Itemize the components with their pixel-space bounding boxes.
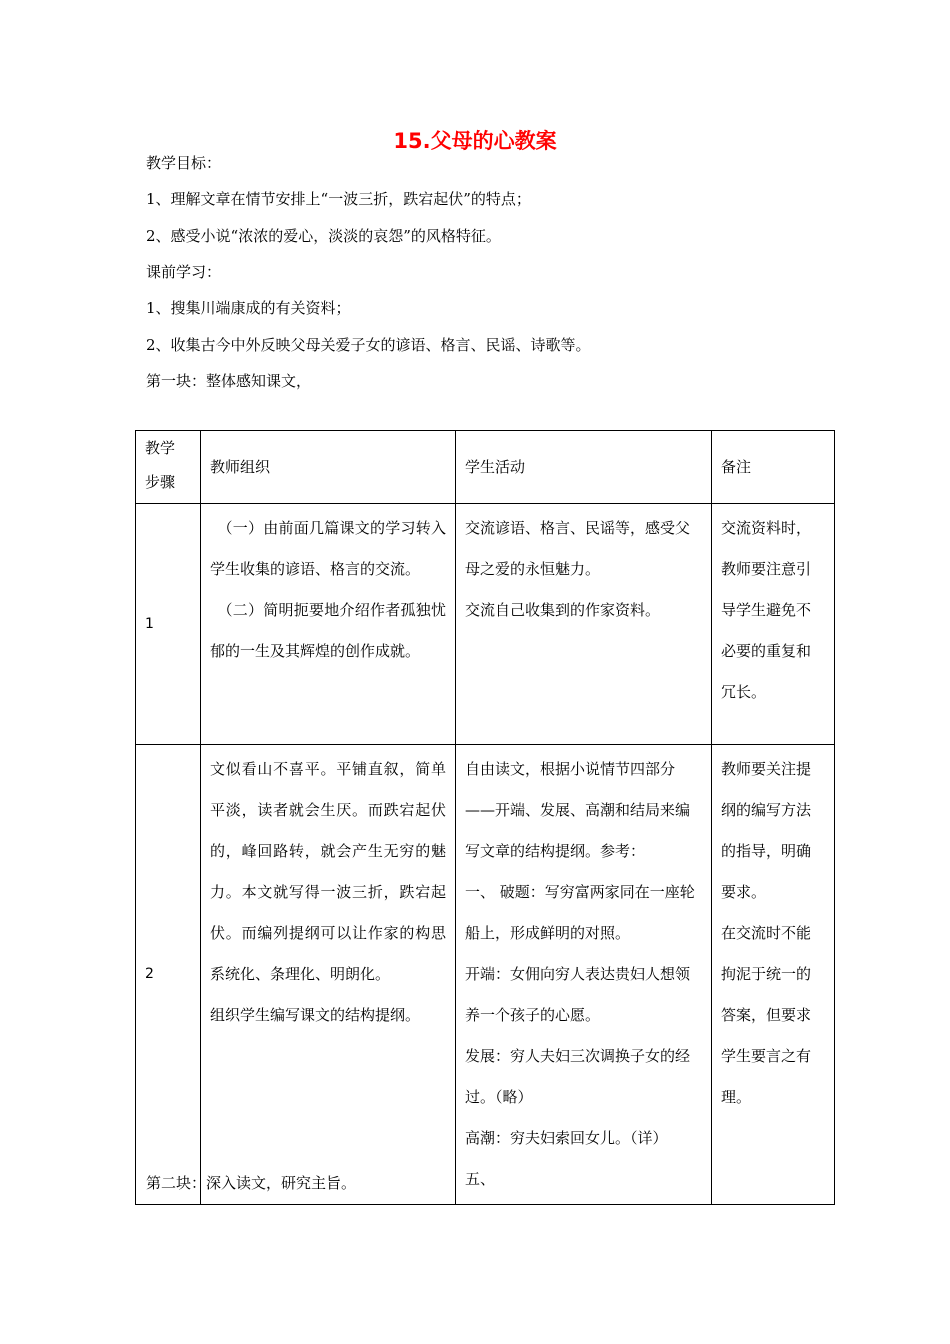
table-row: [136, 745, 835, 1205]
prep-item: 1、搜集川端康成的有关资料；: [146, 299, 351, 317]
student-cell: [456, 745, 712, 1205]
table-row: [136, 504, 835, 745]
note-cell: [712, 745, 835, 1205]
block-one-heading: 第一块：整体感知课文，: [146, 372, 312, 390]
header-teacher: 教师组织: [201, 431, 456, 504]
teacher-paragraph: 组织学生编写课文的结构提纲。: [210, 1006, 421, 1024]
teacher-cell: [201, 504, 456, 745]
prep-heading: 课前学习：: [146, 263, 222, 281]
step-number: 2: [136, 745, 201, 1205]
header-step-line: 教学: [145, 439, 176, 457]
goals-heading: 教学目标：: [146, 154, 222, 172]
header-note: 备注: [712, 431, 835, 504]
note-paragraph: 在交流时不能拘泥于统一的答案，但要求学生要言之有理。: [721, 924, 812, 1106]
note-paragraph: 教师要关注提纲的编写方法的指导，明确要求。: [721, 760, 812, 901]
table-header-row: [136, 431, 835, 504]
teacher-paragraph: （一）由前面几篇课文的学习转入学生收集的谚语、格言的交流。: [210, 519, 446, 578]
lesson-table: [135, 430, 835, 1205]
goal-item: 2、感受小说“浓浓的爱心，淡淡的哀怨”的风格特征。: [146, 227, 501, 245]
block-two-heading: 第二块：深入读文，研究主旨。: [146, 1174, 357, 1192]
student-paragraph: 开端：女佣向穷人表达贵妇人想领养一个孩子的心愿。: [465, 965, 691, 1024]
goal-item: 1、理解文章在情节安排上“一波三折，跌宕起伏”的特点；: [146, 190, 531, 208]
student-paragraph: 交流谚语、格言、民谣等，感受父母之爱的永恒魅力。: [465, 519, 691, 578]
note-cell: [712, 504, 835, 745]
teacher-paragraph: 文似看山不喜平。平铺直叙，简单平淡，读者就会生厌。而跌宕起伏的，峰回路转，就会产生无穷的魅力。本文就写得一波三折，跌宕起伏。而编列提纲可以让作家的构思系统化、条理化、明朗化。: [210, 760, 446, 983]
teacher-paragraph: （二）简明扼要地介绍作者孤独忧郁的一生及其辉煌的创作成就。: [210, 601, 446, 660]
student-paragraph: 高潮：穷夫妇索回女儿。（详）: [465, 1129, 668, 1147]
note-paragraph: 交流资料时，教师要注意引导学生避免不必要的重复和冗长。: [721, 519, 812, 701]
header-step: [136, 431, 201, 504]
student-paragraph: 交流自己收集到的作家资料。: [465, 601, 661, 619]
student-paragraph: 一、 破题：写穷富两家同在一座轮船上，形成鲜明的对照。: [465, 883, 695, 942]
prep-item: 2、收集古今中外反映父母关爱子女的谚语、格言、民谣、诗歌等。: [146, 336, 591, 354]
document-title: 15.父母的心教案: [393, 129, 557, 153]
header-student: 学生活动: [456, 431, 712, 504]
student-cell: [456, 504, 712, 745]
student-paragraph: 发展：穷人夫妇三次调换子女的经过。（略）: [465, 1047, 691, 1106]
student-paragraph: 自由读文，根据小说情节四部分——开端、发展、高潮和结局来编写文章的结构提纲。参考：: [465, 760, 691, 860]
teacher-cell: [201, 745, 456, 1205]
student-paragraph: 五、: [465, 1170, 496, 1188]
step-number: 1: [136, 504, 201, 745]
header-step-line: 步骤: [145, 473, 176, 491]
